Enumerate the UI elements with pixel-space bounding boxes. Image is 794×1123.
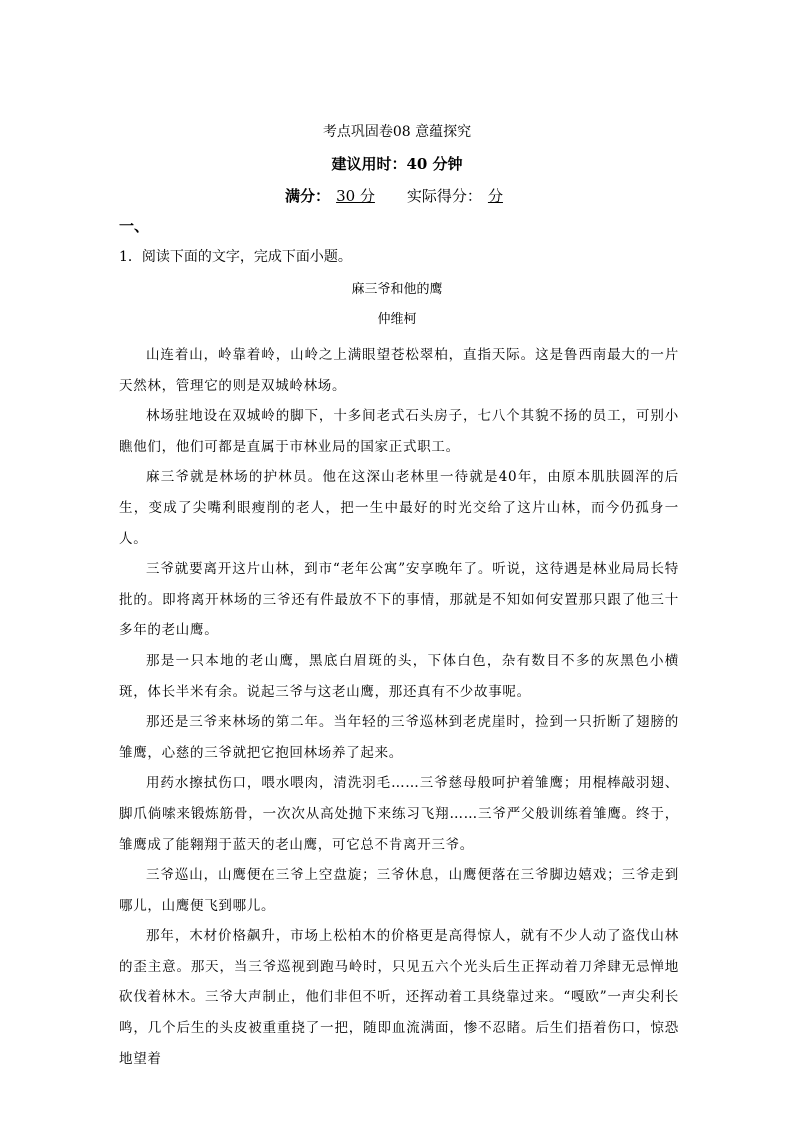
full-score-value: 30 分 xyxy=(336,187,375,205)
article-paragraph: 山连着山，岭靠着岭，山岭之上满眼望苍松翠柏，直指天际。这是鲁西南最大的一片天然林，管理它的则是双城岭林场。 xyxy=(119,347,679,394)
article-body xyxy=(119,340,679,1074)
article-paragraph: 林场驻地设在双城岭的脚下，十多间老式石头房子，七八个其貌不扬的员工，可别小瞧他们，他们可都是直属于市林业局的国家正式职工。 xyxy=(119,408,679,455)
actual-score-label: 实际得分： xyxy=(406,187,482,205)
article-paragraph: 用药水擦拭伤口，喂水喂肉，清洗羽毛……三爷慈母般呵护着雏鹰；用棍棒敲羽翅、脚爪倘嗦来锻炼筋骨，一次次从高处抛下来练习飞翔……三爷严父般训练着雏鹰。终于，雏鹰成了能翱翔于蓝天的老山鹰，可它总不肯离开三爷。 xyxy=(119,775,679,853)
article-title: 麻三爷和他的鹰 xyxy=(351,282,443,297)
section-heading: 一、 xyxy=(119,217,150,235)
page-title: 考点巩固卷08 意蕴探究 xyxy=(322,124,472,140)
question-prompt: 1．阅读下面的文字，完成下面小题。 xyxy=(119,249,352,265)
article-paragraph: 那是一只本地的老山鹰，黑底白眉斑的头，下体白色，杂有数目不多的灰黑色小横斑，体长半米有余。说起三爷与这老山鹰，那还真有不少故事呢。 xyxy=(119,652,679,700)
article-paragraph: 麻三爷就是林场的护林员。他在这深山老林里一待就是40年，由原本肌肤圆浑的后生，变成了尖嘴利眼瘦削的老人，把一生中最好的时光交给了这片山林，而今仍孤身一人。 xyxy=(119,469,679,547)
article-paragraph: 那年，木材价格飙升，市场上松柏木的价格更是高得惊人，就有不少人动了盗伐山林的歪主意。那天，当三爷巡视到跑马岭时，只见五六个光头后生正挥动着刀斧肆无忌惮地砍伐着林木。三爷大声制止，他们非但不听，还挥动着工具绕靠过来。“嘎欧”一声尖利长鸣，几个后生的头皮被重重挠了一把，随即血流满面，惨不忍睹。后生们捂着伤口，惊恐地望着 xyxy=(119,928,679,1067)
article-author: 仲维柯 xyxy=(377,312,417,327)
article-paragraph: 三爷巡山，山鹰便在三爷上空盘旋；三爷休息，山鹰便落在三爷脚边嬉戏；三爷走到哪儿，山鹰便飞到哪儿。 xyxy=(119,867,679,914)
full-score-label: 满分： xyxy=(285,187,331,205)
suggested-time: 建议用时：40 分钟 xyxy=(331,155,463,173)
actual-score-value: 分 xyxy=(487,187,503,205)
article-paragraph: 三爷就要离开这片山林，到市“老年公寓”安享晚年了。听说，这待遇是林业局局长特批的。即将离开林场的三爷还有件最放不下的事情，那就是不知如何安置那只跟了他三十多年的老山鹰。 xyxy=(119,561,679,639)
article-paragraph: 那还是三爷来林场的第二年。当年轻的三爷巡林到老虎崖时，捡到一只折断了翅膀的雏鹰，心慈的三爷就把它抱回林场养了起来。 xyxy=(119,714,679,761)
score-line xyxy=(0,185,794,207)
